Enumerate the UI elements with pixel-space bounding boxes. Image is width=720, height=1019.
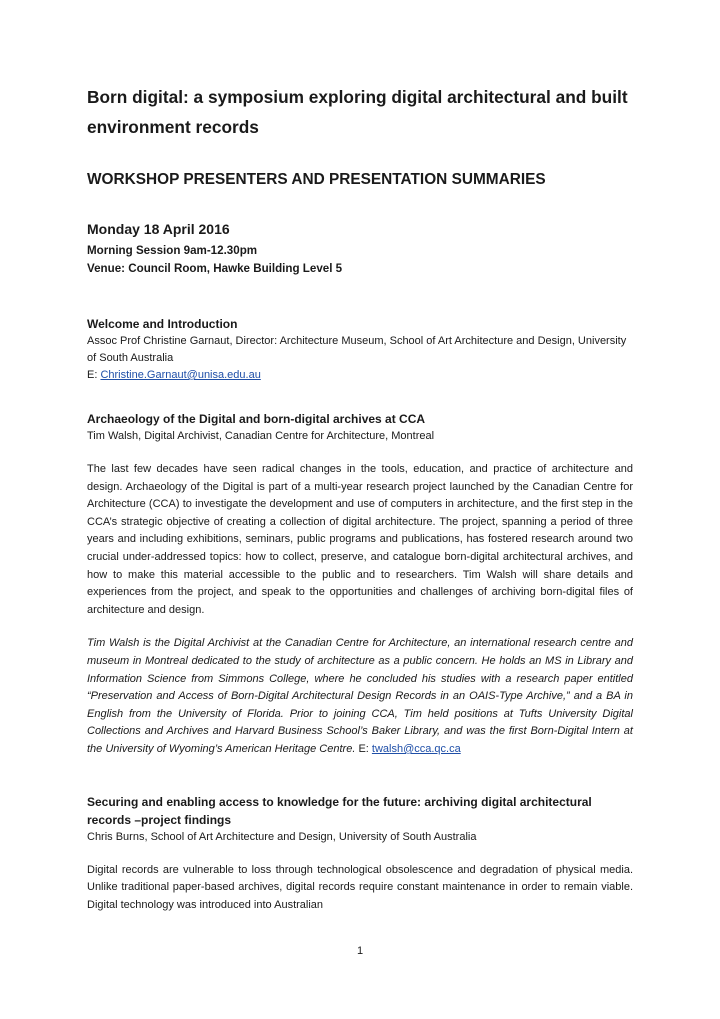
- section-heading: WORKSHOP PRESENTERS AND PRESENTATION SUMMARIES: [87, 171, 546, 188]
- archaeology-speaker: Tim Walsh, Digital Archivist, Canadian Centre for Architecture, Montreal: [87, 430, 435, 442]
- securing-section: [87, 793, 633, 915]
- session-venue: Venue: Council Room, Hawke Building Level 5: [87, 262, 343, 275]
- session-date: Monday 18 April 2016: [87, 221, 230, 237]
- session-time: Morning Session 9am-12.30pm: [87, 244, 258, 257]
- email-label: E:: [355, 742, 372, 755]
- archaeology-section: [87, 410, 633, 759]
- securing-title: Securing and enabling access to knowledge for the future: archiving digital architectural records –project findings: [87, 794, 592, 827]
- bio-text: Tim Walsh is the Digital Archivist at the Canadian Centre for Architecture, an international research centre and museum in Montreal dedicated to the study of architecture as a public concern. He holds an MS in Library and Information Science from Simmons College, where he concluded his studies with a research paper entitled “Preservation and Access of Born-Digital Architectural Design Records in an OAIS-Type Archive,” and a BA in English from the University of Florida. Prior to joining CCA, Tim held positions at Tufts University Digital Collections and Archives and Harvard Business School’s Baker Library, and was the first Born-Digital Intern at the University of Wyoming’s American Heritage Centre.: [87, 637, 633, 755]
- document-title: Born digital: a symposium exploring digital architectural and built environment records: [87, 87, 628, 137]
- page-number: 1: [356, 945, 364, 957]
- welcome-email-link[interactable]: Christine.Garnaut@unisa.edu.au: [100, 369, 261, 381]
- welcome-email-line: [87, 367, 633, 384]
- archaeology-summary: The last few decades have seen radical changes in the tools, education, and practice of architecture and design. Archaeology of the Digital is part of a multi-year research project launched by the Canadian Centre for Architecture (CCA) to investigate the development and use of computers in architecture, and the first step in the CCA’s strategic objective of creating a collection of digital architecture. The project, spanning a period of three years and including exhibitions, seminars, public programs and publications, has fostered research around two crucial under-addressed topics: how to collect, preserve, and catalogue born-digital architectural archives, and how to make this material accessible to the public and to researchers. Tim Walsh will share details and experiences from the project, and speak to the opportunities and challenges of archiving born-digital files of architecture and design.: [87, 463, 633, 616]
- archaeology-title: Archaeology of the Digital and born-digital archives at CCA: [87, 412, 426, 426]
- welcome-section: [87, 315, 633, 384]
- welcome-speaker: Assoc Prof Christine Garnaut, Director: Architecture Museum, School of Art Architecture and Design, University of South Australia: [87, 335, 627, 364]
- document-page: [87, 82, 633, 914]
- archaeology-email-link[interactable]: twalsh@cca.qc.ca: [371, 742, 461, 755]
- email-label: E:: [87, 369, 101, 381]
- welcome-title: Welcome and Introduction: [87, 317, 238, 331]
- securing-speaker: Chris Burns, School of Art Architecture and Design, University of South Australia: [87, 830, 477, 843]
- securing-summary: Digital records are vulnerable to loss through technological obsolescence and degradation of physical media. Unlike traditional paper-based archives, digital records require constant maintenance in order to remain viable. Digital technology was introduced into Australian: [87, 863, 633, 911]
- archaeology-bio: [87, 635, 633, 758]
